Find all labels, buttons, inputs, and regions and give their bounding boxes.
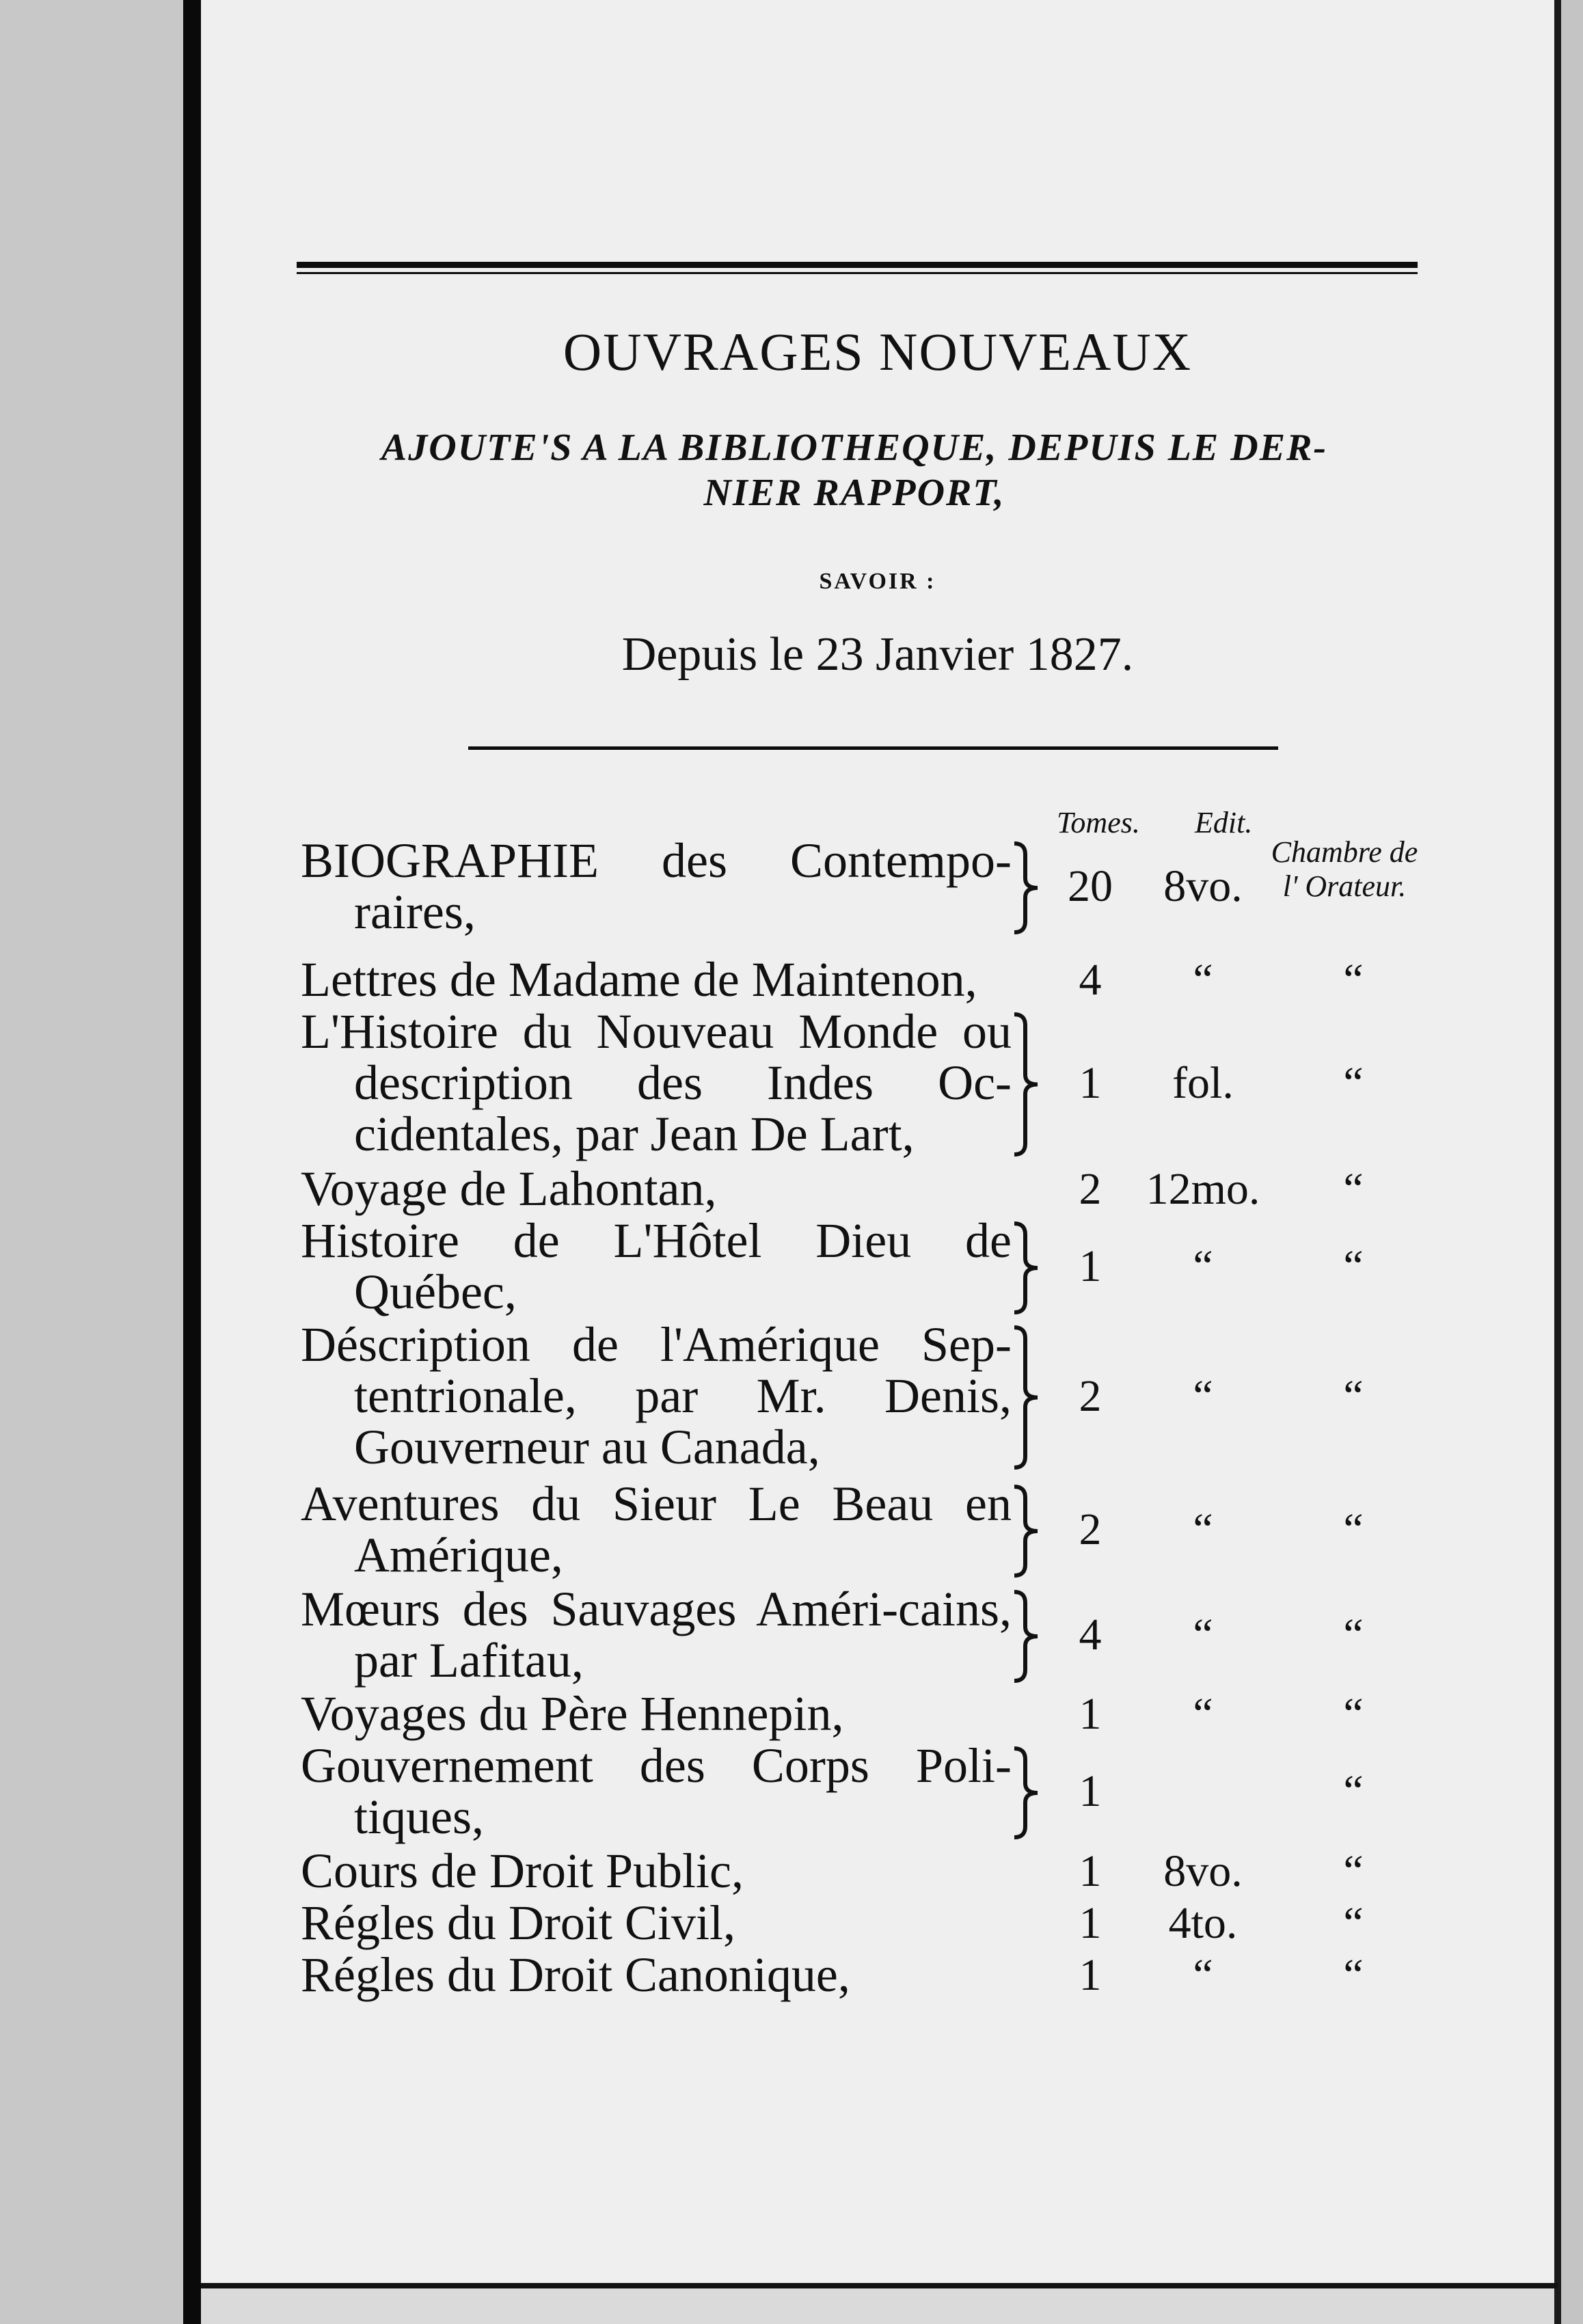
entry-edition: “ bbox=[1193, 1241, 1213, 1291]
entry-chambre: “ bbox=[1343, 1504, 1364, 1554]
entry-tomes: 2 bbox=[1079, 1163, 1102, 1214]
entry-edition: 4to. bbox=[1168, 1897, 1238, 1948]
entry-title bbox=[301, 1478, 1012, 1581]
subtitle-line-1: AJOUTE'S A LA BIBLIOTHEQUE, DEPUIS LE DER- bbox=[381, 427, 1328, 469]
entry-tomes: 1 bbox=[1079, 1241, 1102, 1291]
entry-tomes: 4 bbox=[1079, 954, 1102, 1005]
entry-edition: 8vo. bbox=[1163, 1846, 1243, 1896]
entry-tomes: 20 bbox=[1068, 861, 1113, 911]
page-subtitle bbox=[287, 425, 1422, 515]
entry-title-text: Voyage de Lahontan, bbox=[301, 1161, 717, 1216]
entry-tomes: 1 bbox=[1079, 1949, 1102, 2000]
subtitle-line-2: NIER RAPPORT, bbox=[703, 472, 1005, 514]
entry-title-text: BIOGRAPHIE des Contempo-raires, bbox=[301, 833, 1012, 939]
entry-edition: fol. bbox=[1172, 1057, 1234, 1108]
section-rule bbox=[468, 746, 1278, 750]
entry-chambre: “ bbox=[1343, 1610, 1364, 1660]
entry-title bbox=[301, 1319, 1012, 1473]
right-page-edge bbox=[1554, 0, 1583, 2324]
entry-title bbox=[301, 835, 1012, 938]
entry-tomes: 1 bbox=[1079, 1897, 1102, 1948]
entry-chambre: “ bbox=[1343, 1370, 1364, 1421]
entry-title-text: Gouvernement des Corps Poli-tiques, bbox=[301, 1738, 1012, 1844]
header-chambre: Chambre de l' Orateur. bbox=[1271, 835, 1418, 903]
entry-tomes: 1 bbox=[1079, 1766, 1102, 1816]
entry-edition: “ bbox=[1193, 1610, 1213, 1660]
entry-title-text: Histoire de L'Hôtel Dieu de Québec, bbox=[301, 1213, 1012, 1319]
entry-chambre: “ bbox=[1343, 1241, 1364, 1291]
entry-title-text: Lettres de Madame de Maintenon, bbox=[301, 952, 977, 1007]
entry-edition: 12mo. bbox=[1146, 1163, 1260, 1214]
entry-edition: “ bbox=[1193, 1949, 1213, 2000]
entry-title bbox=[301, 1843, 1012, 1898]
entry-tomes: 1 bbox=[1079, 1846, 1102, 1896]
entry-title-text: Déscription de l'Amérique Sep-tentrionale, par Mr. Denis, Gouverneur au Canada, bbox=[301, 1317, 1012, 1474]
entry-title-text: Voyages du Père Hennepin, bbox=[301, 1686, 844, 1741]
entry-chambre: “ bbox=[1343, 1949, 1364, 2000]
page-title: OUVRAGES NOUVEAUX bbox=[563, 322, 1193, 381]
top-thin-rule bbox=[297, 272, 1418, 274]
entry-title-text: Cours de Droit Public, bbox=[301, 1843, 744, 1898]
entry-title-text: Mœurs des Sauvages Améri-cains, par Lafitau, bbox=[301, 1582, 1012, 1688]
entry-title bbox=[301, 1740, 1012, 1843]
entry-title bbox=[301, 1688, 1012, 1740]
brace-path bbox=[1014, 1748, 1038, 1837]
header-edit: Edit. bbox=[1195, 806, 1253, 839]
date-line: Depuis le 23 Janvier 1827. bbox=[621, 628, 1134, 681]
entry-edition: “ bbox=[1193, 1688, 1213, 1739]
gutter-line bbox=[183, 0, 201, 2324]
savoir-label: SAVOIR : bbox=[819, 569, 936, 594]
entry-tomes: 2 bbox=[1079, 1370, 1102, 1421]
brace-path bbox=[1014, 1224, 1038, 1312]
entry-title bbox=[301, 1949, 1012, 2001]
entry-edition: “ bbox=[1193, 954, 1213, 1005]
entry-title bbox=[301, 1163, 1012, 1215]
entry-chambre: “ bbox=[1343, 1766, 1364, 1816]
brace-path bbox=[1014, 1487, 1038, 1576]
entry-title bbox=[301, 1897, 1012, 1949]
entry-chambre: “ bbox=[1343, 1163, 1364, 1214]
entry-title bbox=[301, 1584, 1012, 1686]
entry-title bbox=[301, 1006, 1012, 1160]
entry-chambre: “ bbox=[1343, 1846, 1364, 1896]
entry-title-text: L'Histoire du Nouveau Monde ou description des Indes Oc-cidentales, par Jean De Lart, bbox=[301, 1004, 1012, 1161]
entry-tomes: 1 bbox=[1079, 1057, 1102, 1108]
entry-edition: 8vo. bbox=[1163, 861, 1243, 911]
top-thick-rule bbox=[297, 262, 1418, 268]
header-tomes: Tomes. bbox=[1057, 806, 1140, 839]
brace-path bbox=[1014, 1014, 1038, 1154]
brace-path bbox=[1014, 1592, 1038, 1681]
entry-chambre: “ bbox=[1343, 954, 1364, 1005]
entry-chambre: “ bbox=[1343, 1897, 1364, 1948]
entry-title bbox=[301, 1215, 1012, 1318]
left-page-margin bbox=[0, 0, 185, 2324]
entry-chambre: “ bbox=[1343, 1688, 1364, 1739]
entry-title-text: Aventures du Sieur Le Beau en Amérique, bbox=[301, 1476, 1012, 1582]
brace-path bbox=[1014, 1327, 1038, 1468]
entry-tomes: 1 bbox=[1079, 1688, 1102, 1739]
entry-edition: “ bbox=[1193, 1370, 1213, 1421]
bottom-page-edge bbox=[201, 2283, 1554, 2324]
entry-title-text: Régles du Droit Civil, bbox=[301, 1895, 735, 1950]
entry-tomes: 4 bbox=[1079, 1610, 1102, 1660]
bottom-edge-line bbox=[201, 2283, 1558, 2288]
entry-title-text: Régles du Droit Canonique, bbox=[301, 1947, 850, 2002]
entry-edition: “ bbox=[1193, 1504, 1213, 1554]
entry-tomes: 2 bbox=[1079, 1504, 1102, 1554]
brace-path bbox=[1014, 843, 1038, 932]
entry-chambre: “ bbox=[1343, 1057, 1364, 1108]
entry-title bbox=[301, 954, 1012, 1005]
